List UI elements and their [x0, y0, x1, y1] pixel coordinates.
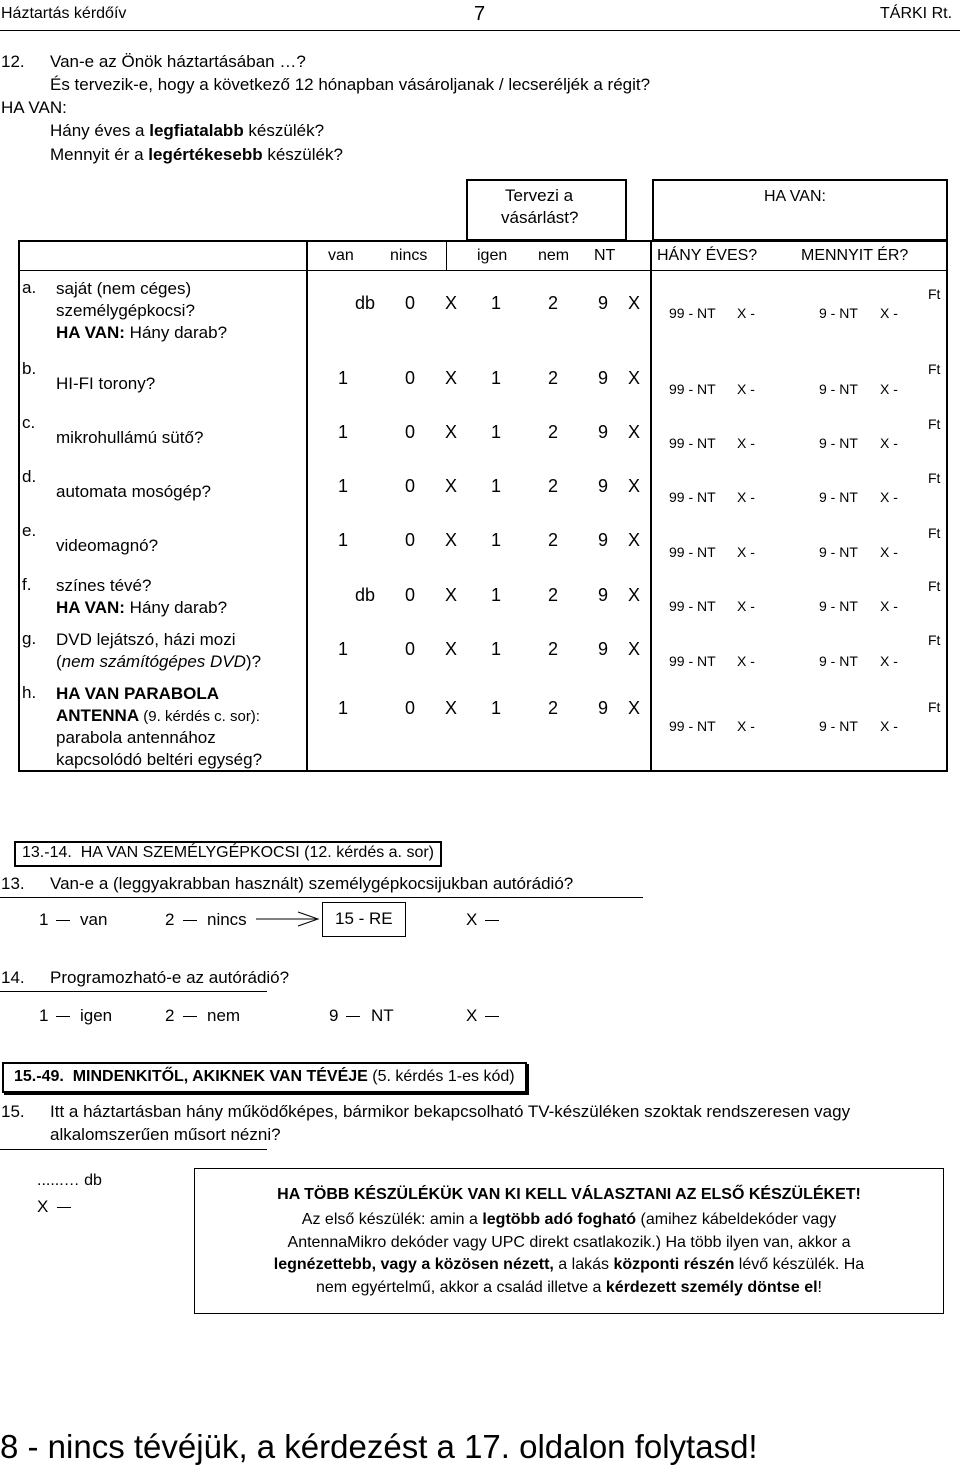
- q13-underline: [0, 897, 643, 898]
- code-x1: X: [445, 585, 458, 605]
- q15-line1: Itt a háztartásban hány működőképes, bármikor bekapcsolható TV-készüléken szoktak rendszeresen vagy: [50, 1102, 851, 1121]
- row-letter: b.: [22, 359, 37, 378]
- row-label: ANTENNA (9. kérdés c. sor):: [56, 706, 260, 725]
- value-nt: 9 - NT: [819, 598, 858, 614]
- code-x2: X: [628, 293, 641, 313]
- col-divider-2: [446, 240, 447, 270]
- q14-opt1-code: 1: [39, 1006, 49, 1025]
- q14-xdash: [485, 1016, 499, 1017]
- row-label: saját (nem céges): [56, 279, 192, 298]
- value-x: X -: [880, 381, 898, 397]
- row-label: DVD lejátszó, házi mozi: [56, 630, 236, 649]
- q12-line2: És tervezik-e, hogy a következő 12 hónapban vásároljanak / lecseréljék a régit?: [50, 75, 651, 94]
- value-x: X -: [880, 544, 898, 560]
- currency-ft: Ft: [928, 632, 941, 648]
- q14-dash2: [183, 1016, 197, 1017]
- code-first: db: [355, 293, 376, 313]
- row-label: automata mosógép?: [56, 482, 211, 501]
- q13-dash2: [183, 920, 197, 921]
- q14-opt2-code: 2: [165, 1006, 175, 1025]
- arrow-right-icon: [256, 911, 322, 927]
- code-x1: X: [445, 698, 458, 718]
- instruction-line3: legnézettebb, vagy a közösen nézett, a lakás központi részén lévő készülék. Ha: [273, 1256, 865, 1273]
- currency-ft: Ft: [928, 361, 941, 377]
- code-9: 9: [598, 585, 609, 605]
- code-1: 1: [491, 368, 502, 388]
- code-0: 0: [405, 422, 416, 442]
- value-nt: 9 - NT: [819, 435, 858, 451]
- q12-havan: HA VAN:: [1, 98, 67, 117]
- code-x2: X: [628, 476, 641, 496]
- value-x: X -: [880, 305, 898, 321]
- footer-skip-instruction: 8 - nincs tévéjük, a kérdezést a 17. oldalon folytasd!: [0, 1428, 758, 1465]
- q13-opt2-label: nincs: [207, 910, 247, 929]
- age-x: X -: [737, 653, 755, 669]
- code-9: 9: [598, 368, 609, 388]
- code-x2: X: [628, 530, 641, 550]
- age-x: X -: [737, 435, 755, 451]
- age-nt: 99 - NT: [669, 653, 716, 669]
- code-0: 0: [405, 585, 416, 605]
- col-menny: MENNYIT ÉR?: [801, 247, 909, 264]
- q13-x: X: [466, 910, 478, 929]
- q12-line4: Mennyit ér a legértékesebb készülék?: [50, 145, 343, 164]
- code-x1: X: [445, 422, 458, 442]
- q14-dash1: [56, 1016, 70, 1017]
- skip-to-15: 15 - RE: [322, 902, 406, 937]
- row-label: parabola antennához: [56, 728, 216, 747]
- row-letter: g.: [22, 629, 37, 648]
- code-first: 1: [338, 476, 349, 496]
- age-nt: 99 - NT: [669, 381, 716, 397]
- code-0: 0: [405, 476, 416, 496]
- row-label: HA VAN PARABOLA: [56, 684, 220, 703]
- age-x: X -: [737, 489, 755, 505]
- code-first: 1: [338, 530, 349, 550]
- code-x2: X: [628, 698, 641, 718]
- code-first: db: [355, 585, 376, 605]
- code-9: 9: [598, 698, 609, 718]
- code-0: 0: [405, 530, 416, 550]
- code-9: 9: [598, 422, 609, 442]
- row-label: személygépkocsi?: [56, 301, 195, 320]
- row-label: (nem számítógépes DVD)?: [56, 652, 262, 671]
- currency-ft: Ft: [928, 699, 941, 715]
- col-divider-1: [306, 240, 308, 772]
- code-first: 1: [338, 422, 349, 442]
- code-2: 2: [548, 585, 559, 605]
- q14-opt9-label: NT: [371, 1006, 394, 1025]
- code-x1: X: [445, 293, 458, 313]
- q14-opt1-label: igen: [80, 1006, 113, 1025]
- code-x1: X: [445, 639, 458, 659]
- currency-ft: Ft: [928, 416, 941, 432]
- header-left: Háztartás kérdőív: [1, 5, 127, 22]
- value-nt: 9 - NT: [819, 718, 858, 734]
- header-right: TÁRKI Rt.: [880, 5, 953, 22]
- row-letter: e.: [22, 521, 37, 540]
- q14-opt9-code: 9: [329, 1006, 339, 1025]
- q13-xdash: [485, 920, 499, 921]
- tervezi-line2: vásárlást?: [501, 208, 579, 227]
- row-letter: a.: [22, 278, 37, 297]
- age-nt: 99 - NT: [669, 435, 716, 451]
- code-0: 0: [405, 698, 416, 718]
- q14-dash9: [346, 1016, 360, 1017]
- value-x: X -: [880, 435, 898, 451]
- age-x: X -: [737, 598, 755, 614]
- tervezi-line1: Tervezi a: [505, 186, 574, 205]
- code-first: 1: [338, 368, 349, 388]
- row-label: mikrohullámú sütő?: [56, 428, 204, 447]
- code-x1: X: [445, 530, 458, 550]
- code-0: 0: [405, 368, 416, 388]
- code-first: 1: [338, 698, 349, 718]
- code-x2: X: [628, 422, 641, 442]
- q12-number: 12.: [1, 52, 25, 71]
- code-1: 1: [491, 698, 502, 718]
- code-9: 9: [598, 530, 609, 550]
- code-1: 1: [491, 293, 502, 313]
- code-2: 2: [548, 530, 559, 550]
- code-1: 1: [491, 530, 502, 550]
- value-nt: 9 - NT: [819, 544, 858, 560]
- q14-text: Programozható-e az autórádió?: [50, 968, 290, 987]
- currency-ft: Ft: [928, 525, 941, 541]
- age-nt: 99 - NT: [669, 489, 716, 505]
- q15-x: X: [37, 1197, 49, 1216]
- code-1: 1: [491, 639, 502, 659]
- q15-line2: alkalomszerűen műsort nézni?: [50, 1125, 281, 1144]
- row-label: színes tévé?: [56, 576, 152, 595]
- header-row-rule: [18, 270, 948, 271]
- currency-ft: Ft: [928, 578, 941, 594]
- value-x: X -: [880, 653, 898, 669]
- age-x: X -: [737, 544, 755, 560]
- col-nem: nem: [538, 247, 570, 264]
- section13-header: 13.-14. HA VAN SZEMÉLYGÉPKOCSI (12. kérdés a. sor): [14, 841, 442, 867]
- header-rule: [0, 30, 960, 31]
- q15-underline: [0, 1149, 267, 1150]
- code-first: 1: [338, 639, 349, 659]
- q14-underline: [0, 991, 267, 992]
- q14-x: X: [466, 1006, 478, 1025]
- q13-opt2-code: 2: [165, 910, 175, 929]
- q13-opt1-label: van: [80, 910, 108, 929]
- code-x2: X: [628, 585, 641, 605]
- age-x: X -: [737, 718, 755, 734]
- age-x: X -: [737, 381, 755, 397]
- age-nt: 99 - NT: [669, 305, 716, 321]
- value-x: X -: [880, 718, 898, 734]
- age-nt: 99 - NT: [669, 718, 716, 734]
- havan-header: HA VAN:: [764, 188, 826, 205]
- row-label: videomagnó?: [56, 536, 159, 555]
- currency-ft: Ft: [928, 286, 941, 302]
- row-label: HA VAN: Hány darab?: [56, 598, 228, 617]
- value-nt: 9 - NT: [819, 653, 858, 669]
- q12-line1: Van-e az Önök háztartásában …?: [50, 52, 306, 71]
- code-9: 9: [598, 639, 609, 659]
- q13-opt1-code: 1: [39, 910, 49, 929]
- value-x: X -: [880, 489, 898, 505]
- code-2: 2: [548, 476, 559, 496]
- code-1: 1: [491, 476, 502, 496]
- row-letter: d.: [22, 467, 37, 486]
- code-2: 2: [548, 293, 559, 313]
- code-1: 1: [491, 422, 502, 442]
- section15-header: 15.-49. MINDENKITŐL, AKIKNEK VAN TÉVÉJE (5. kérdés 1-es kód): [2, 1062, 527, 1093]
- col-igen: igen: [477, 247, 508, 264]
- code-0: 0: [405, 639, 416, 659]
- col-hany: HÁNY ÉVES?: [657, 247, 758, 264]
- row-letter: h.: [22, 683, 37, 702]
- q13-text: Van-e a (leggyakrabban használt) személygépkocsijukban autórádió?: [50, 874, 574, 893]
- q14-opt2-label: nem: [207, 1006, 241, 1025]
- col-nt: NT: [594, 247, 616, 264]
- currency-ft: Ft: [928, 470, 941, 486]
- value-x: X -: [880, 598, 898, 614]
- q14-number: 14.: [1, 968, 25, 987]
- instruction-line1: Az első készülék: amin a legtöbb adó fogható (amihez kábeldekóder vagy: [301, 1211, 837, 1228]
- q13-number: 13.: [1, 874, 25, 893]
- value-nt: 9 - NT: [819, 305, 858, 321]
- tv-count-field[interactable]: ......… db: [37, 1172, 102, 1189]
- age-x: X -: [737, 305, 755, 321]
- row-letter: c.: [22, 413, 36, 432]
- code-2: 2: [548, 698, 559, 718]
- row-label: kapcsolódó beltéri egység?: [56, 750, 263, 769]
- value-nt: 9 - NT: [819, 489, 858, 505]
- col-nincs: nincs: [390, 247, 428, 264]
- row-letter: f.: [22, 575, 32, 594]
- code-1: 1: [491, 585, 502, 605]
- q13-dash1: [56, 920, 70, 921]
- code-x1: X: [445, 368, 458, 388]
- row-label: HI-FI torony?: [56, 374, 156, 393]
- code-9: 9: [598, 293, 609, 313]
- q15-number: 15.: [1, 1102, 25, 1121]
- col-van: van: [328, 247, 354, 264]
- row-label: HA VAN: Hány darab?: [56, 323, 228, 342]
- code-9: 9: [598, 476, 609, 496]
- code-2: 2: [548, 422, 559, 442]
- code-x2: X: [628, 639, 641, 659]
- age-nt: 99 - NT: [669, 544, 716, 560]
- code-2: 2: [548, 639, 559, 659]
- page-number: 7: [474, 3, 486, 25]
- code-x1: X: [445, 476, 458, 496]
- code-2: 2: [548, 368, 559, 388]
- code-0: 0: [405, 293, 416, 313]
- code-x2: X: [628, 368, 641, 388]
- col-divider-3: [650, 240, 652, 772]
- instruction-line4: nem egyértelmű, akkor a család illetve a kérdezett személy döntse el!: [315, 1279, 822, 1296]
- value-nt: 9 - NT: [819, 381, 858, 397]
- instruction-title: HA TÖBB KÉSZÜLÉKÜK VAN KI KELL VÁLASZTANI AZ ELSŐ KÉSZÜLÉKET!: [277, 1186, 861, 1203]
- instruction-line2: AntennaMikro dekóder vagy UPC direkt csatlakozik.) Ha több ilyen van, akkor a: [287, 1234, 851, 1251]
- q12-line3: Hány éves a legfiatalabb készülék?: [50, 121, 325, 140]
- q15-xdash: [57, 1207, 71, 1208]
- age-nt: 99 - NT: [669, 598, 716, 614]
